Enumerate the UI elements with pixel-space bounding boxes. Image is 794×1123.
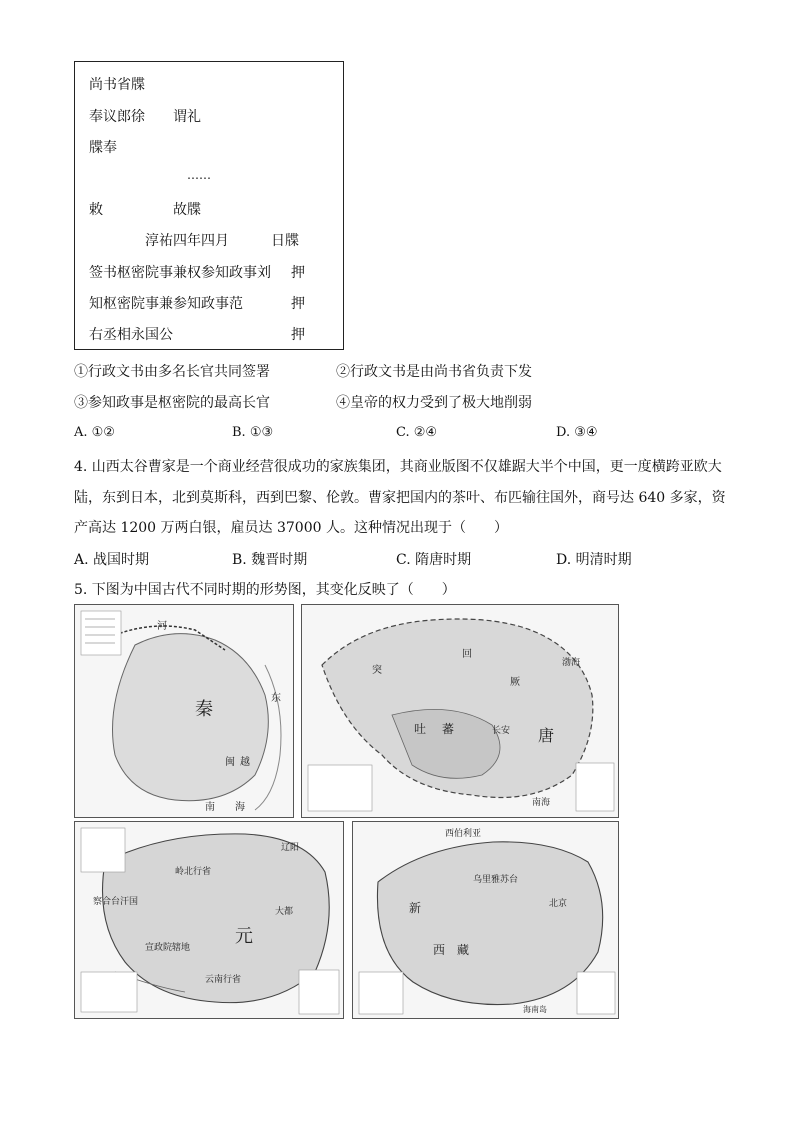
q3-option-a[interactable]: A. ①②: [74, 425, 115, 440]
doc-line-6a: 淳祐四年四月: [145, 233, 229, 249]
q3-statement-2: ②行政文书是由尚书省负责下发: [336, 364, 532, 380]
q4-option-c[interactable]: C. 隋唐时期: [396, 552, 472, 568]
doc-line-9b: 押: [291, 327, 305, 343]
tang-map-label-changan: 长安: [492, 726, 511, 736]
tang-dynasty-map: [301, 604, 619, 818]
doc-line-9a: 右丞相永国公: [89, 327, 173, 343]
qing-map-label-xin: 新: [409, 901, 422, 915]
tang-map-label-tu: 突: [372, 665, 382, 676]
yuan-dynasty-map: [74, 821, 344, 1019]
q4-option-d[interactable]: D. 明清时期: [556, 552, 632, 568]
yuan-map-label-yuan: 元: [235, 926, 253, 947]
doc-line-2b: 谓礼: [173, 109, 201, 125]
tang-map-label-jue: 厥: [510, 677, 520, 688]
q4-option-b[interactable]: B. 魏晋时期: [232, 552, 308, 568]
doc-line-4: ……: [187, 168, 211, 182]
doc-line-8b: 押: [291, 296, 305, 312]
q5-stem: 5. 下图为中国古代不同时期的形势图，其变化反映了（ ）: [74, 582, 456, 598]
q4-stem-line-1: 4. 山西太谷曹家是一个商业经营很成功的家族集团，其商业版图不仅雄踞大半个中国，更一度横跨亚欧大: [74, 459, 722, 475]
qing-map-label-zang: 藏: [457, 943, 470, 957]
qin-map-label-hai: 海: [235, 802, 245, 813]
qin-dynasty-map: [74, 604, 294, 818]
yuan-map-label-dadu: 大都: [275, 907, 294, 917]
qin-map-label-yue: 越: [240, 757, 250, 768]
yuan-map-label-chagatai: 察合台汗国: [93, 897, 139, 907]
yuan-map-label-lingbei: 岭北行省: [175, 867, 212, 877]
doc-line-5a: 敕: [89, 202, 103, 218]
doc-line-5b: 故牒: [173, 202, 201, 218]
tang-map-label-nanhai: 南海: [532, 798, 551, 808]
qing-map-label-siberia: 西伯利亚: [445, 829, 482, 839]
doc-line-1: 尚书省牒: [89, 77, 145, 93]
q4-stem-line-3: 产高达 1200 万两白银，雇员达 37000 人。这种情况出现于（ ）: [74, 520, 508, 536]
qing-dynasty-map: [352, 821, 619, 1019]
qin-map-label-dong: 东: [271, 693, 281, 704]
q3-statement-4: ④皇帝的权力受到了极大地削弱: [336, 395, 532, 411]
doc-line-7a: 签书枢密院事兼权参知政事刘: [89, 265, 271, 281]
doc-line-7b: 押: [291, 265, 305, 281]
doc-line-8a: 知枢密院事兼参知政事范: [89, 296, 243, 312]
yuan-map-label-xuanzhengyuan: 宣政院辖地: [145, 943, 191, 953]
qin-map-label-nan: 南: [205, 802, 215, 813]
q3-option-b[interactable]: B. ①③: [232, 425, 274, 440]
tang-map-label-bo: 蕃: [442, 722, 455, 736]
yuan-map-label-liaoyang: 辽阳: [281, 843, 300, 853]
q3-statement-1: ①行政文书由多名长官共同签署: [74, 364, 270, 380]
tang-map-label-tu-bo: 吐: [414, 722, 427, 736]
qin-map-label-min: 闽: [225, 757, 235, 768]
q3-option-d[interactable]: D. ③④: [556, 425, 598, 440]
doc-line-2a: 奉议郎徐: [89, 109, 145, 125]
doc-line-3: 牒奉: [89, 140, 117, 156]
qing-map-label-xi: 西: [433, 943, 446, 957]
tang-map-label-hui: 回: [462, 649, 472, 660]
qing-map-label-uliastai: 乌里雅苏台: [473, 875, 519, 885]
q3-statement-3: ③参知政事是枢密院的最高长官: [74, 395, 270, 411]
yuan-map-label-yunnan: 云南行省: [205, 975, 242, 985]
qin-map-label-qin: 秦: [195, 699, 213, 720]
q3-option-c[interactable]: C. ②④: [396, 425, 438, 440]
qin-map-label-he: 河: [157, 621, 167, 632]
qing-map-label-hainan: 海南岛: [523, 1005, 547, 1014]
qing-map-label-beijing: 北京: [549, 899, 568, 909]
q4-stem-line-2: 陆，东到日本，北到莫斯科，西到巴黎、伦敦。曹家把国内的茶叶、布匹输往国外，商号达 640 多家，资: [74, 490, 726, 506]
tang-map-label-tang: 唐: [538, 726, 555, 745]
doc-line-6b: 日牒: [271, 233, 299, 249]
tang-map-label-bohai: 渤海: [562, 658, 581, 668]
q4-option-a[interactable]: A. 战国时期: [74, 552, 150, 568]
